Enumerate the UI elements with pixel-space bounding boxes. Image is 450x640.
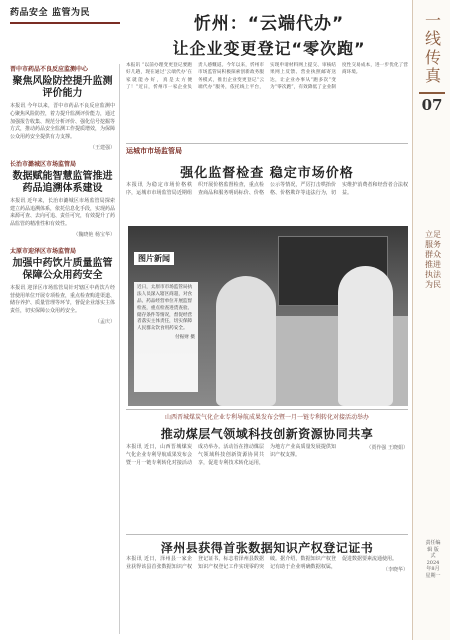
right-section-strip <box>412 0 450 640</box>
lead-headline <box>134 9 404 59</box>
left-column <box>10 64 120 634</box>
article-body: 本报讯 今年以来，晋中市药品不良反应监测中心聚焦风险防控，着力提升监测评价能力，通过加强报告收集、规范分析评价、强化信号挖掘等方式，推动药品安全监测工作提质增效，为保障公众用药安全提供有力支撑。 <box>10 103 116 140</box>
column-title <box>10 5 120 18</box>
masthead-rule <box>10 22 120 24</box>
article-byline: （孟庆） <box>94 318 115 325</box>
section2-header <box>126 146 408 181</box>
section4-text: 本报讯 近日，泽州县一家企业获得该县首张数据知识产权登记证书，标志着泽州县数据知识产权登记工作实现零的突破。据介绍，数据知识产权登记有助于企业明确数据权属，促进数据要素流通使用。 <box>126 556 398 570</box>
left-article-1 <box>10 64 115 151</box>
article-title: 数据赋能智慧监管推进药品追溯体系建设 <box>12 170 113 194</box>
section3-text: 本报讯 近日，山西晋城煤炭气化企业专利导航成果发布会暨一月一链专利转化对接活动成功举办。活动旨在推动煤层气领域科技创新资源协同共享，促进专利技术转化运用，为地方产业高质量发展提供知识产权支撑。 <box>126 444 336 466</box>
photo-person <box>216 276 276 406</box>
article-title: 加强中药饮片质量监管保障公众用药安全 <box>12 257 113 281</box>
section2-source: 运城市市场监管局 <box>126 146 182 155</box>
lead-article-body <box>126 62 408 140</box>
article-source: 长治市潞城区市场监管局 <box>10 160 77 168</box>
photo-person <box>338 266 393 406</box>
section3-header <box>126 412 408 442</box>
section2-body <box>126 182 408 222</box>
left-article-2 <box>10 159 115 238</box>
article-body: 本报讯 迎泽区市场监管局针对辖区中药饮片经营使用单位开展专项检查，重点检查购进渠道、储存养护、质量管理等环节，督促企业落实主体责任，切实保障公众用药安全。 <box>10 284 116 314</box>
section3-byline: （贾作强 王晓娟） <box>366 445 408 451</box>
article-byline: （王建强） <box>89 144 115 151</box>
left-article-3 <box>10 246 115 325</box>
news-photo <box>128 226 408 406</box>
headline-line1: 忻州：“云端代办” <box>193 14 345 34</box>
section3-title: 推动煤层气领域科技创新资源协同共享 <box>160 427 374 441</box>
photo-image <box>128 226 408 406</box>
article-byline: （魏晓艳 杨宝华） <box>73 231 115 238</box>
photo-credit: 付振财 摄 <box>175 335 195 341</box>
lead-article-text: 本报讯 “以前办理变更登记要跑好几趟，现在通过‘云端代办’在家就能办好，真是太方便了！”近日，忻州市一家企业负责人感慨道。今年以来，忻州市市场监管局积极探索创新政务服务模式，推出企业变更登记“云端代办”服务，依托线上平台，实现申请材料网上提交、审核结果网上反馈、营业执照邮寄送达，让企业办事从“跑多次”变为“零次跑”，有效降低了企业制度性交易成本，进一步优化了营商环境。 <box>126 63 408 91</box>
section2-text: 本报讯 为稳定市场价格秩序，运城市市场监管局近期组织开展价格监督检查，重点检查商品和服务明码标价、价格公示等情况，严厉打击哄抬价格、价格欺诈等违法行为，切实维护消费者和经营者合法权益。 <box>126 182 408 196</box>
section4-title: 泽州县获得首张数据知识产权登记证书 <box>160 541 374 555</box>
section3-body <box>126 444 408 532</box>
article-source: 晋中市药品不良反应监测中心 <box>10 66 89 73</box>
section-name: 一线传真 <box>424 11 441 86</box>
column-masthead <box>10 5 120 61</box>
page-footer: 责任编辑 版式 2024年8月 星期一 <box>425 540 441 579</box>
photo-caption-text: 近日，太原市市场监管局执法人员深入辖区商超，对食品、药品经营单位开展监督检查，重点检查进货查验、储存条件等情况，督促经营者落实主体责任，切实保障人民群众饮食用药安全。 <box>137 285 193 332</box>
photo-label: 图片新闻 <box>134 252 174 265</box>
headline-line2: 让企业变更登记“零次跑” <box>172 39 366 58</box>
section-slogan: 立足服务群众推进执法为民 <box>425 230 441 289</box>
article-body: 本报讯 近年来，长治市潞城区市场监管局探索建立药品追溯体系，依托信息化手段，实现药品来源可查、去向可追、责任可究，有效提升了药品监管的精准性和有效性。 <box>10 197 116 227</box>
section3-kicker: 山西晋城煤炭气化企业专利导航成果发布会暨一月一链专利转化对接活动举办 <box>164 414 369 421</box>
section2-title: 强化监督检查 稳定市场价格 <box>180 166 354 181</box>
section4-header <box>126 534 408 556</box>
page-header <box>10 5 406 61</box>
section4-body <box>126 556 408 636</box>
section-divider <box>126 143 408 144</box>
page-number: 07 <box>419 92 445 114</box>
photo-caption <box>134 282 198 392</box>
section-divider <box>126 409 408 410</box>
article-source: 太原市迎泽区市场监管局 <box>10 247 77 255</box>
column-title-a: 药品安全 <box>10 8 49 18</box>
section4-byline: （李晓华） <box>382 566 408 573</box>
article-title: 聚焦风险防控提升监测评价能力 <box>12 76 113 99</box>
column-title-b: 监管为民 <box>52 8 91 18</box>
